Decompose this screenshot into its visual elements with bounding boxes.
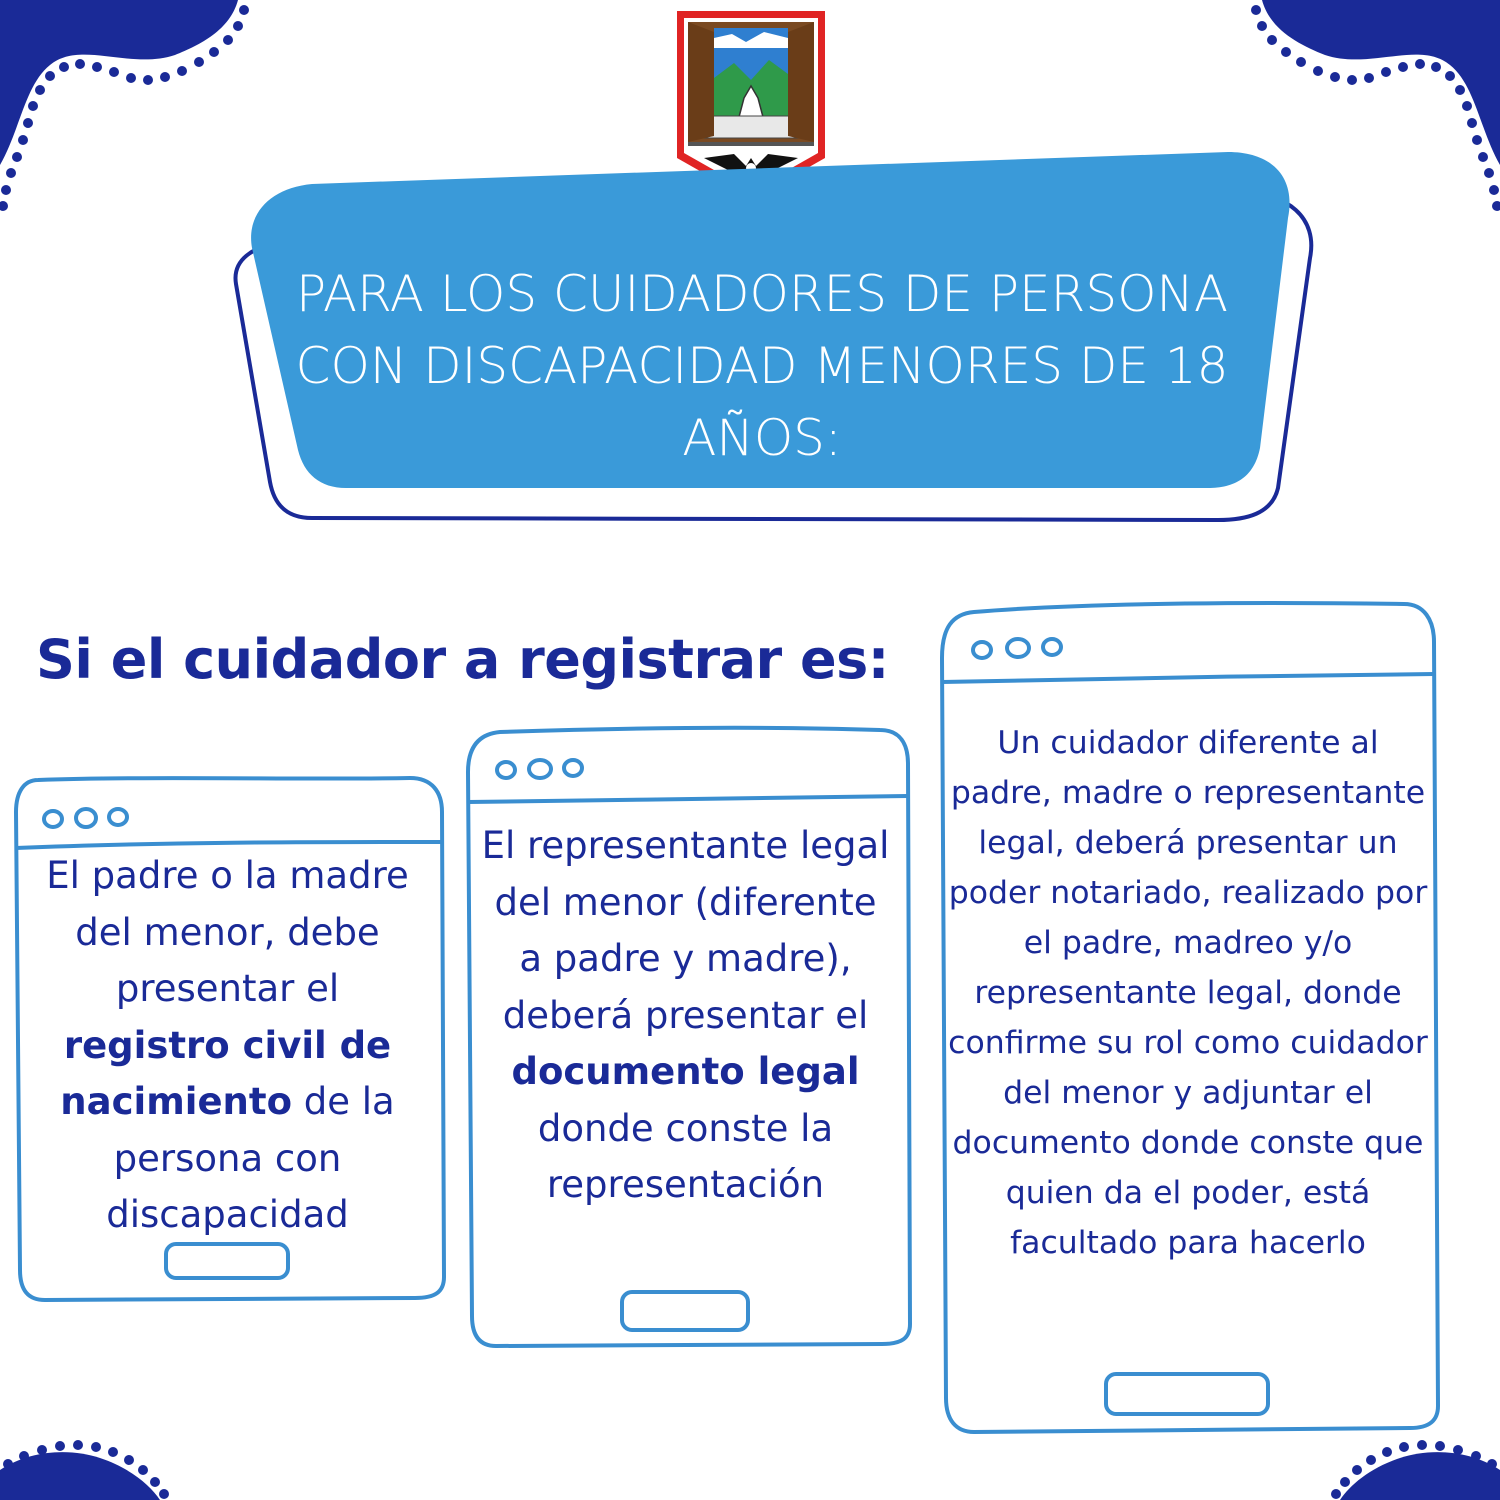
banner-title-line-2: CON DISCAPACIDAD MENORES DE 18 (295, 337, 1229, 395)
card-1-text: El padre o la madre del menor, debe presentar el registro civil de nacimiento de la persona con discapacidad (46, 854, 409, 1236)
window-dots-icon (497, 760, 582, 778)
card-3-text: Un cuidador diferente al padre, madre o representante legal, deberá presentar un poder notariado, realizado por el padre, madreo y/o representante legal, donde confirme su rol como cuidador del menor y adjuntar el documento donde conste que quien da el poder, está facultado para hacerlo (948, 725, 1428, 1261)
card-2-emphasis: documento legal (511, 1050, 860, 1093)
card-2-text: El representante legal del menor (diferente a padre y madre), deberá presentar el documento legal donde conste la representación (481, 824, 890, 1206)
corner-decoration-bottom-left (0, 1430, 180, 1500)
banner-title (262, 258, 1262, 474)
window-dots-icon (973, 639, 1061, 658)
window-dots-icon (44, 809, 127, 827)
corner-decoration-top-left (0, 0, 260, 220)
banner-title-line-3: AÑOS: (682, 409, 842, 467)
corner-decoration-bottom-right (1320, 1430, 1500, 1500)
banner-title-line-1: PARA LOS CUIDADORES DE PERSONA (295, 265, 1229, 323)
card-1-emphasis: registro civil de nacimiento (60, 1023, 392, 1123)
subheading: Si el cuidador a registrar es: (36, 628, 889, 691)
